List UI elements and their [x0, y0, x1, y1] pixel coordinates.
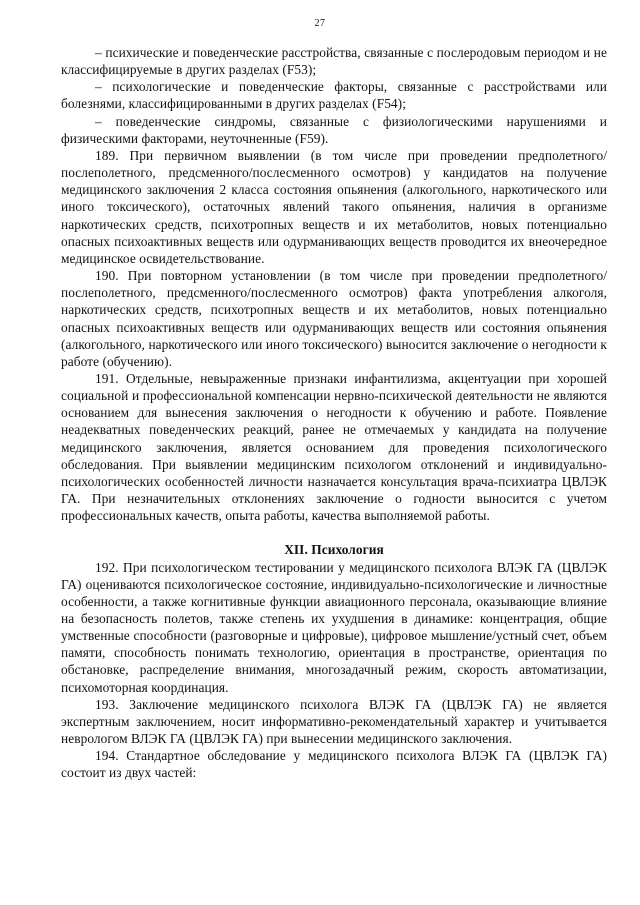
paragraph: 193. Заключение медицинского психолога ВЛЭК ГА (ЦВЛЭК ГА) не является экспертным заключением, носит информативно-рекомендательный характер и учитывается неврологом ВЛЭК ГА (ЦВЛЭК ГА) при вынесении медицинского заключения.	[61, 696, 607, 747]
page-number: 27	[314, 18, 326, 29]
paragraph: – психологические и поведенческие факторы, связанные с расстройствами или болезнями, классифицированными в других разделах (F54);	[61, 79, 607, 112]
paragraph: 190. При повторном установлении (в том числе при проведении предполетного/послеполетного, предсменного/послесменного осмотров) факта употребления алкоголя, наркотических средств, психотропных веществ и их метаболитов, новых потенциально опасных психоактивных веществ или одурманивающих веществ или состояния опьянения (алкогольного, наркотического или иного токсического) выносится заключение о негодности к работе (обучению).	[61, 268, 607, 369]
paragraph: 191. Отдельные, невыраженные признаки инфантилизма, акцентуации при хорошей социальной и профессиональной компенсации нервно-психической деятельности не являются основанием для вынесения заключения о негодности к обучению и работе. Появление неадекватных поведенческих реакций, ранее не отмечаемых у кандидата на получение медицинского заключения, является основанием для проведения психологического обследования. При выявлении медицинским психологом отклонений и индивидуально-психологических особенностей личности назначается консультация врача-психиатра ЦВЛЭК ГА. При незначительных отклонениях заключение о годности выносится с учетом профессиональных качеств, опыта работы, качества выполняемой работы.	[61, 370, 607, 524]
paragraph: 189. При первичном выявлении (в том числе при проведении предполетного/послеполетного, предсменного/послесменного осмотров) у кандидатов на получение медицинского заключения 2 класса состояния опьянения (алкогольного, наркотического или иного токсического), остаточных явлений такого опьянения, наличия в организме наркотических средств, психотропных веществ и их метаболитов, новых потенциально опасных психоактивных веществ или одурманивающих веществ проводится их внеочередное медицинское освидетельствование.	[61, 147, 607, 266]
document-body	[61, 44, 607, 782]
paragraph: – психические и поведенческие расстройства, связанные с послеродовым периодом и не классифицируемые в других разделах (F53);	[61, 45, 607, 78]
section-heading: XII. Психология	[284, 542, 384, 558]
paragraph: 194. Стандартное обследование у медицинского психолога ВЛЭК ГА (ЦВЛЭК ГА) состоит из двух частей:	[61, 748, 607, 781]
paragraph: – поведенческие синдромы, связанные с физиологическими нарушениями и физическими факторами, неуточненные (F59).	[61, 113, 607, 146]
paragraph: 192. При психологическом тестировании у медицинского психолога ВЛЭК ГА (ЦВЛЭК ГА) оцениваются психологическое состояние, индивидуально-психологические и личностные особенности, а также когнитивные функции авиационного персонала, оказывающие влияние на безопасность полетов, также степень их ухудшения в динамике: концентрация, общие умственные способности (разговорные и цифровые), цифровое мышление/устный счет, объем памяти, способность понимать технологию, ориентация в пространстве, ориентация по обстановке, распределение внимания, многозадачный режим, скорость автоматизации, психомоторная координация.	[61, 559, 607, 695]
